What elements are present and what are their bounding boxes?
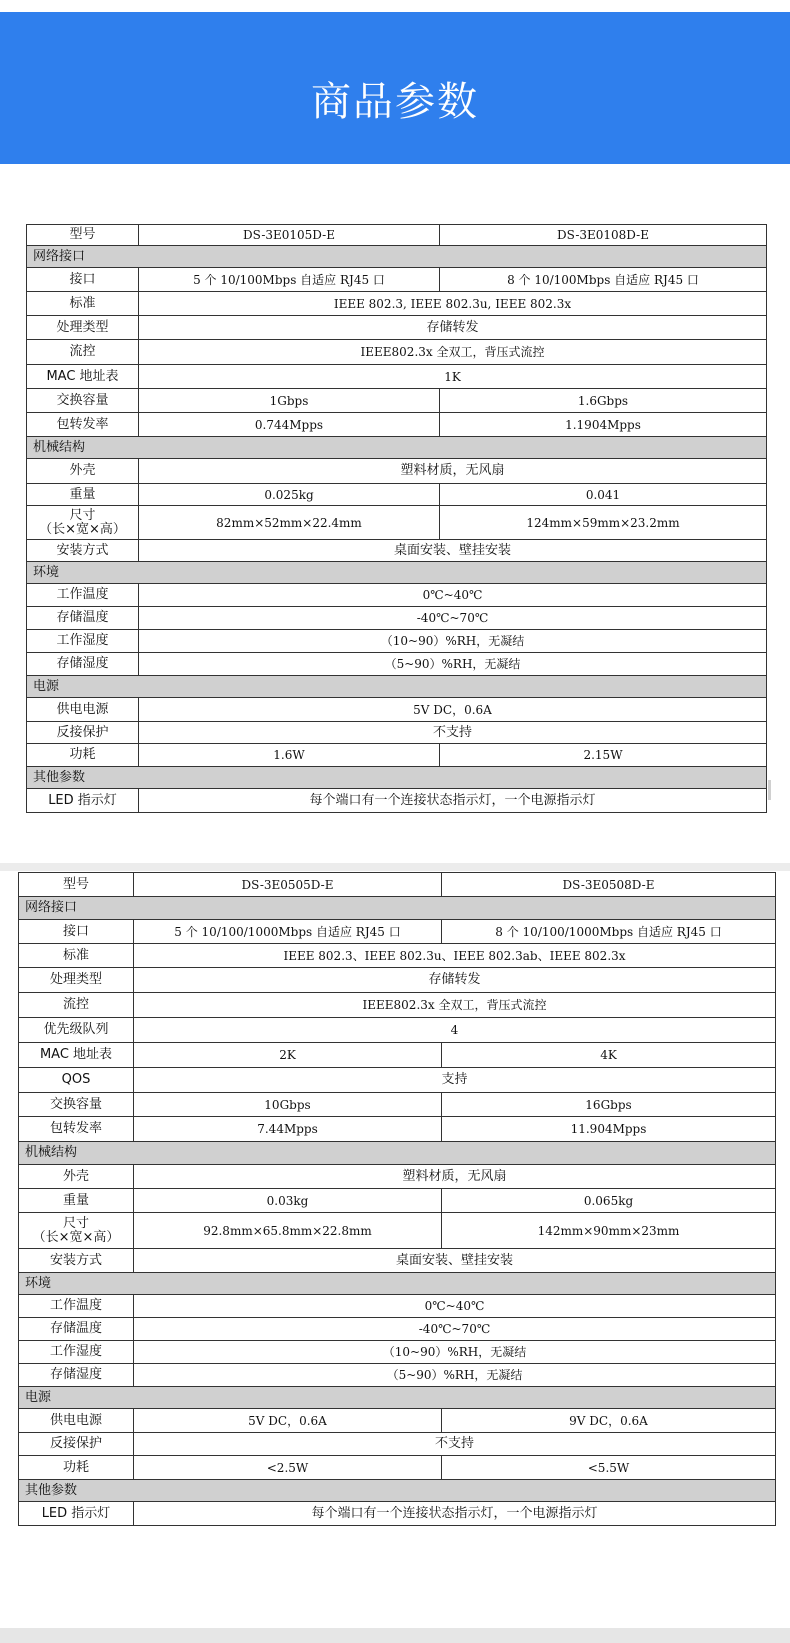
value-cell: 0.065kg (442, 1189, 776, 1213)
table-row (27, 540, 767, 562)
row-label: 安装方式 (19, 1249, 134, 1273)
row-label: 尺寸 （长×宽×高） (27, 506, 139, 540)
row-label: 包转发率 (27, 413, 139, 437)
row-label: 重量 (19, 1189, 134, 1213)
row-label: 接口 (27, 268, 139, 292)
row-label: 标准 (19, 944, 134, 968)
row-label: MAC 地址表 (27, 365, 139, 389)
table-row (19, 1189, 776, 1213)
table-row (19, 1068, 776, 1093)
value-cell: 1K (139, 365, 767, 389)
section-title: 网络接口 (19, 897, 776, 920)
table-row (19, 1295, 776, 1318)
table-row (27, 722, 767, 744)
row-label: 功耗 (19, 1456, 134, 1480)
row-label: 存储温度 (27, 607, 139, 630)
section-title: 网络接口 (27, 246, 767, 268)
table-row (27, 413, 767, 437)
row-label: 供电电源 (27, 698, 139, 722)
value-cell: 0.025kg (139, 484, 440, 506)
row-label: 安装方式 (27, 540, 139, 562)
row-label: 型号 (19, 873, 134, 897)
row-label: 工作湿度 (19, 1341, 134, 1364)
table-row (19, 1043, 776, 1068)
value-cell: 9V DC，0.6A (442, 1409, 776, 1433)
section-title: 其他参数 (27, 767, 767, 789)
value-cell: -40℃~70℃ (134, 1318, 776, 1341)
table-row (27, 653, 767, 676)
value-cell: 1.1904Mpps (440, 413, 767, 437)
table-row (27, 389, 767, 413)
table-row (27, 506, 767, 540)
section-header (19, 1142, 776, 1165)
table-row (27, 484, 767, 506)
value-cell: 4K (442, 1043, 776, 1068)
section-title: 电源 (19, 1387, 776, 1409)
table-row (19, 993, 776, 1018)
table-row (19, 1249, 776, 1273)
page-title: 商品参数 (311, 79, 479, 125)
value-cell: 桌面安装、壁挂安装 (139, 540, 767, 562)
table-row (19, 1018, 776, 1043)
value-cell: 10Gbps (134, 1093, 442, 1117)
table-row (19, 1456, 776, 1480)
section-header (27, 767, 767, 789)
row-label: 包转发率 (19, 1117, 134, 1142)
row-label: QOS (19, 1068, 134, 1093)
value-cell: 桌面安装、壁挂安装 (134, 1249, 776, 1273)
row-label: 反接保护 (27, 722, 139, 744)
section-header (27, 246, 767, 268)
value-cell: 8 个 10/100Mbps 自适应 RJ45 口 (440, 268, 767, 292)
section-header (27, 676, 767, 698)
row-label: 存储湿度 (27, 653, 139, 676)
row-label: 外壳 (19, 1165, 134, 1189)
divider (768, 780, 771, 800)
value-cell: 不支持 (139, 722, 767, 744)
table-row (27, 365, 767, 389)
section-header (19, 1387, 776, 1409)
table-row (19, 1093, 776, 1117)
value-cell: 2K (134, 1043, 442, 1068)
table-row (19, 1433, 776, 1456)
value-cell: 11.904Mpps (442, 1117, 776, 1142)
row-label: 处理类型 (19, 968, 134, 993)
row-label: 反接保护 (19, 1433, 134, 1456)
value-cell: 5V DC，0.6A (134, 1409, 442, 1433)
table-row (19, 1364, 776, 1387)
row-label: 外壳 (27, 459, 139, 484)
value-cell: 142mm×90mm×23mm (442, 1213, 776, 1249)
value-cell: 5V DC，0.6A (139, 698, 767, 722)
row-label: 功耗 (27, 744, 139, 767)
table-row (19, 1502, 776, 1526)
row-label: MAC 地址表 (19, 1043, 134, 1068)
value-cell: IEEE802.3x 全双工，背压式流控 (134, 993, 776, 1018)
section-header (27, 562, 767, 584)
row-label: 优先级队列 (19, 1018, 134, 1043)
row-label: LED 指示灯 (27, 789, 139, 813)
table-row (19, 920, 776, 944)
section-title: 电源 (27, 676, 767, 698)
table-row (19, 873, 776, 897)
row-label: 尺寸 （长×宽×高） (19, 1213, 134, 1249)
spec-table-100m (26, 224, 767, 813)
row-label: 交换容量 (19, 1093, 134, 1117)
value-cell: 1.6Gbps (440, 389, 767, 413)
value-cell: 8 个 10/100/1000Mbps 自适应 RJ45 口 (442, 920, 776, 944)
table-row (27, 630, 767, 653)
row-label: 流控 (27, 340, 139, 365)
value-cell: 存储转发 (134, 968, 776, 993)
row-label: 接口 (19, 920, 134, 944)
value-cell: 5 个 10/100/1000Mbps 自适应 RJ45 口 (134, 920, 442, 944)
row-label: 标准 (27, 292, 139, 316)
value-cell: （5~90）%RH，无凝结 (139, 653, 767, 676)
table-row (19, 1318, 776, 1341)
value-cell: 塑料材质，无风扇 (139, 459, 767, 484)
value-cell: 0.041 (440, 484, 767, 506)
value-cell: 每个端口有一个连接状态指示灯，一个电源指示灯 (134, 1502, 776, 1526)
table-row (27, 459, 767, 484)
value-cell: IEEE802.3x 全双工，背压式流控 (139, 340, 767, 365)
table-row (27, 316, 767, 340)
value-cell: DS-3E0105D-E (139, 225, 440, 246)
value-cell: 92.8mm×65.8mm×22.8mm (134, 1213, 442, 1249)
value-cell: （10~90）%RH，无凝结 (134, 1341, 776, 1364)
row-label: 型号 (27, 225, 139, 246)
section-title: 其他参数 (19, 1480, 776, 1502)
value-cell: 0.03kg (134, 1189, 442, 1213)
value-cell: （10~90）%RH，无凝结 (139, 630, 767, 653)
value-cell: 不支持 (134, 1433, 776, 1456)
value-cell: 5 个 10/100Mbps 自适应 RJ45 口 (139, 268, 440, 292)
section-header (19, 1273, 776, 1295)
value-cell: -40℃~70℃ (139, 607, 767, 630)
section-header (27, 437, 767, 459)
row-label: 处理类型 (27, 316, 139, 340)
value-cell: 16Gbps (442, 1093, 776, 1117)
row-label: 工作温度 (27, 584, 139, 607)
spec-table-1000m (18, 872, 776, 1526)
table-row (19, 1213, 776, 1249)
row-label: 存储温度 (19, 1318, 134, 1341)
value-cell: DS-3E0108D-E (440, 225, 767, 246)
row-label: 重量 (27, 484, 139, 506)
table-row (19, 1341, 776, 1364)
value-cell: （5~90）%RH，无凝结 (134, 1364, 776, 1387)
row-label: 交换容量 (27, 389, 139, 413)
table-row (27, 744, 767, 767)
divider (0, 863, 790, 871)
value-cell: 支持 (134, 1068, 776, 1093)
table-row (27, 268, 767, 292)
row-label: 供电电源 (19, 1409, 134, 1433)
section-title: 环境 (19, 1273, 776, 1295)
table-row (19, 1409, 776, 1433)
value-cell: 0℃~40℃ (139, 584, 767, 607)
row-label: LED 指示灯 (19, 1502, 134, 1526)
value-cell: <2.5W (134, 1456, 442, 1480)
row-label: 工作温度 (19, 1295, 134, 1318)
value-cell: 0.744Mpps (139, 413, 440, 437)
section-header (19, 897, 776, 920)
table-row (27, 789, 767, 813)
value-cell: IEEE 802.3, IEEE 802.3u, IEEE 802.3x (139, 292, 767, 316)
table-row (27, 225, 767, 246)
value-cell: DS-3E0505D-E (134, 873, 442, 897)
value-cell: 4 (134, 1018, 776, 1043)
row-label: 存储湿度 (19, 1364, 134, 1387)
value-cell: 每个端口有一个连接状态指示灯，一个电源指示灯 (139, 789, 767, 813)
table-row (19, 968, 776, 993)
table-row (27, 340, 767, 365)
row-label: 流控 (19, 993, 134, 1018)
value-cell: 塑料材质，无风扇 (134, 1165, 776, 1189)
footer-band (0, 1628, 790, 1643)
table-row (27, 607, 767, 630)
row-label: 工作湿度 (27, 630, 139, 653)
table-row (27, 292, 767, 316)
value-cell: 2.15W (440, 744, 767, 767)
section-title: 机械结构 (27, 437, 767, 459)
value-cell: 存储转发 (139, 316, 767, 340)
table-row (19, 944, 776, 968)
table-row (27, 698, 767, 722)
value-cell: DS-3E0508D-E (442, 873, 776, 897)
section-title: 环境 (27, 562, 767, 584)
table-row (19, 1165, 776, 1189)
value-cell: 1Gbps (139, 389, 440, 413)
value-cell: 1.6W (139, 744, 440, 767)
value-cell: 7.44Mpps (134, 1117, 442, 1142)
table-row (19, 1117, 776, 1142)
section-title: 机械结构 (19, 1142, 776, 1165)
header-banner (0, 12, 790, 164)
value-cell: IEEE 802.3、IEEE 802.3u、IEEE 802.3ab、IEEE 802.3x (134, 944, 776, 968)
table-row (27, 584, 767, 607)
value-cell: 124mm×59mm×23.2mm (440, 506, 767, 540)
value-cell: 82mm×52mm×22.4mm (139, 506, 440, 540)
section-header (19, 1480, 776, 1502)
value-cell: 0℃~40℃ (134, 1295, 776, 1318)
value-cell: <5.5W (442, 1456, 776, 1480)
